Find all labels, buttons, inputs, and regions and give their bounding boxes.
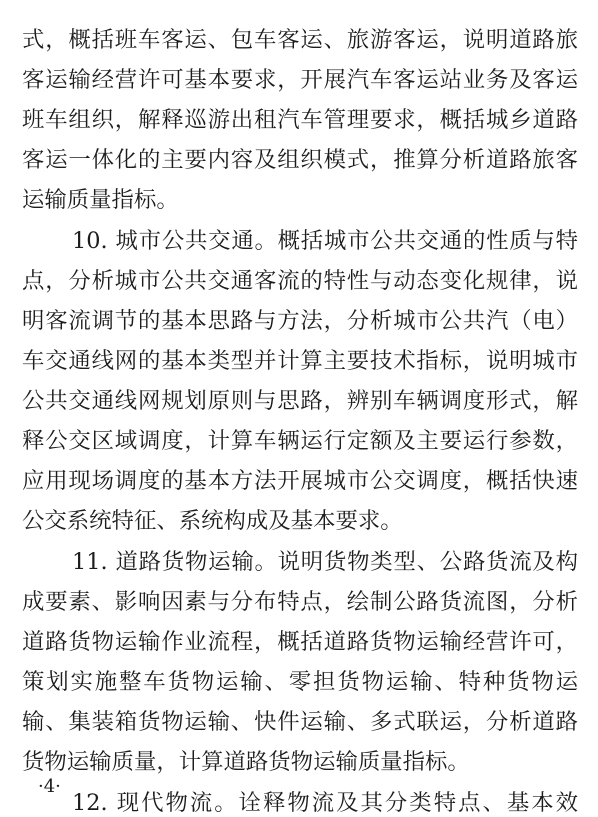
text-line: 道路货物运输作业流程，概括道路货物运输经营许可， bbox=[22, 629, 578, 655]
page-number: ·4· bbox=[38, 776, 61, 797]
text-line: 班车组织，解释巡游出租汽车管理要求，概括城乡道路 bbox=[22, 107, 578, 133]
text-line: 释公交区域调度，计算车辆运行定额及主要运行参数， bbox=[22, 428, 578, 454]
text-line: 客运输经营许可基本要求，开展汽车客运站业务及客运 bbox=[22, 67, 578, 93]
text-line: 客运一体化的主要内容及组织模式，推算分析道路旅客 bbox=[22, 147, 578, 173]
text-line: 应用现场调度的基本方法开展城市公交调度，概括快速 bbox=[22, 468, 578, 494]
section-heading-line: 10. 城市公共交通。概括城市公共交通的性质与特 bbox=[72, 228, 578, 254]
text-line: 运输质量指标。 bbox=[22, 187, 179, 213]
text-line: 车交通线网的基本类型并计算主要技术指标，说明城市 bbox=[22, 348, 578, 374]
text-line: 货物运输质量，计算道路货物运输质量指标。 bbox=[22, 749, 470, 775]
text-line: 式，概括班车客运、包车客运、旅游客运，说明道路旅 bbox=[22, 27, 578, 53]
text-line: 点，分析城市公共交通客流的特性与动态变化规律，说 bbox=[22, 268, 578, 294]
text-line: 公共交通线网规划原则与思路，辨别车辆调度形式，解 bbox=[22, 388, 578, 414]
section-heading-line: 11. 道路货物运输。说明货物类型、公路货流及构 bbox=[72, 549, 578, 575]
text-line: 公交系统特征、系统构成及基本要求。 bbox=[22, 508, 403, 534]
section-heading-line: 12. 现代物流。诠释物流及其分类特点、基本效 bbox=[72, 790, 578, 816]
text-line: 策划实施整车货物运输、零担货物运输、特种货物运 bbox=[22, 669, 578, 695]
text-line: 输、集装箱货物运输、快件运输、多式联运，分析道路 bbox=[22, 709, 578, 735]
text-line: 明客流调节的基本思路与方法，分析城市公共汽（电） bbox=[22, 308, 578, 334]
text-line: 成要素、影响因素与分布特点，绘制公路货流图，分析 bbox=[22, 589, 578, 615]
